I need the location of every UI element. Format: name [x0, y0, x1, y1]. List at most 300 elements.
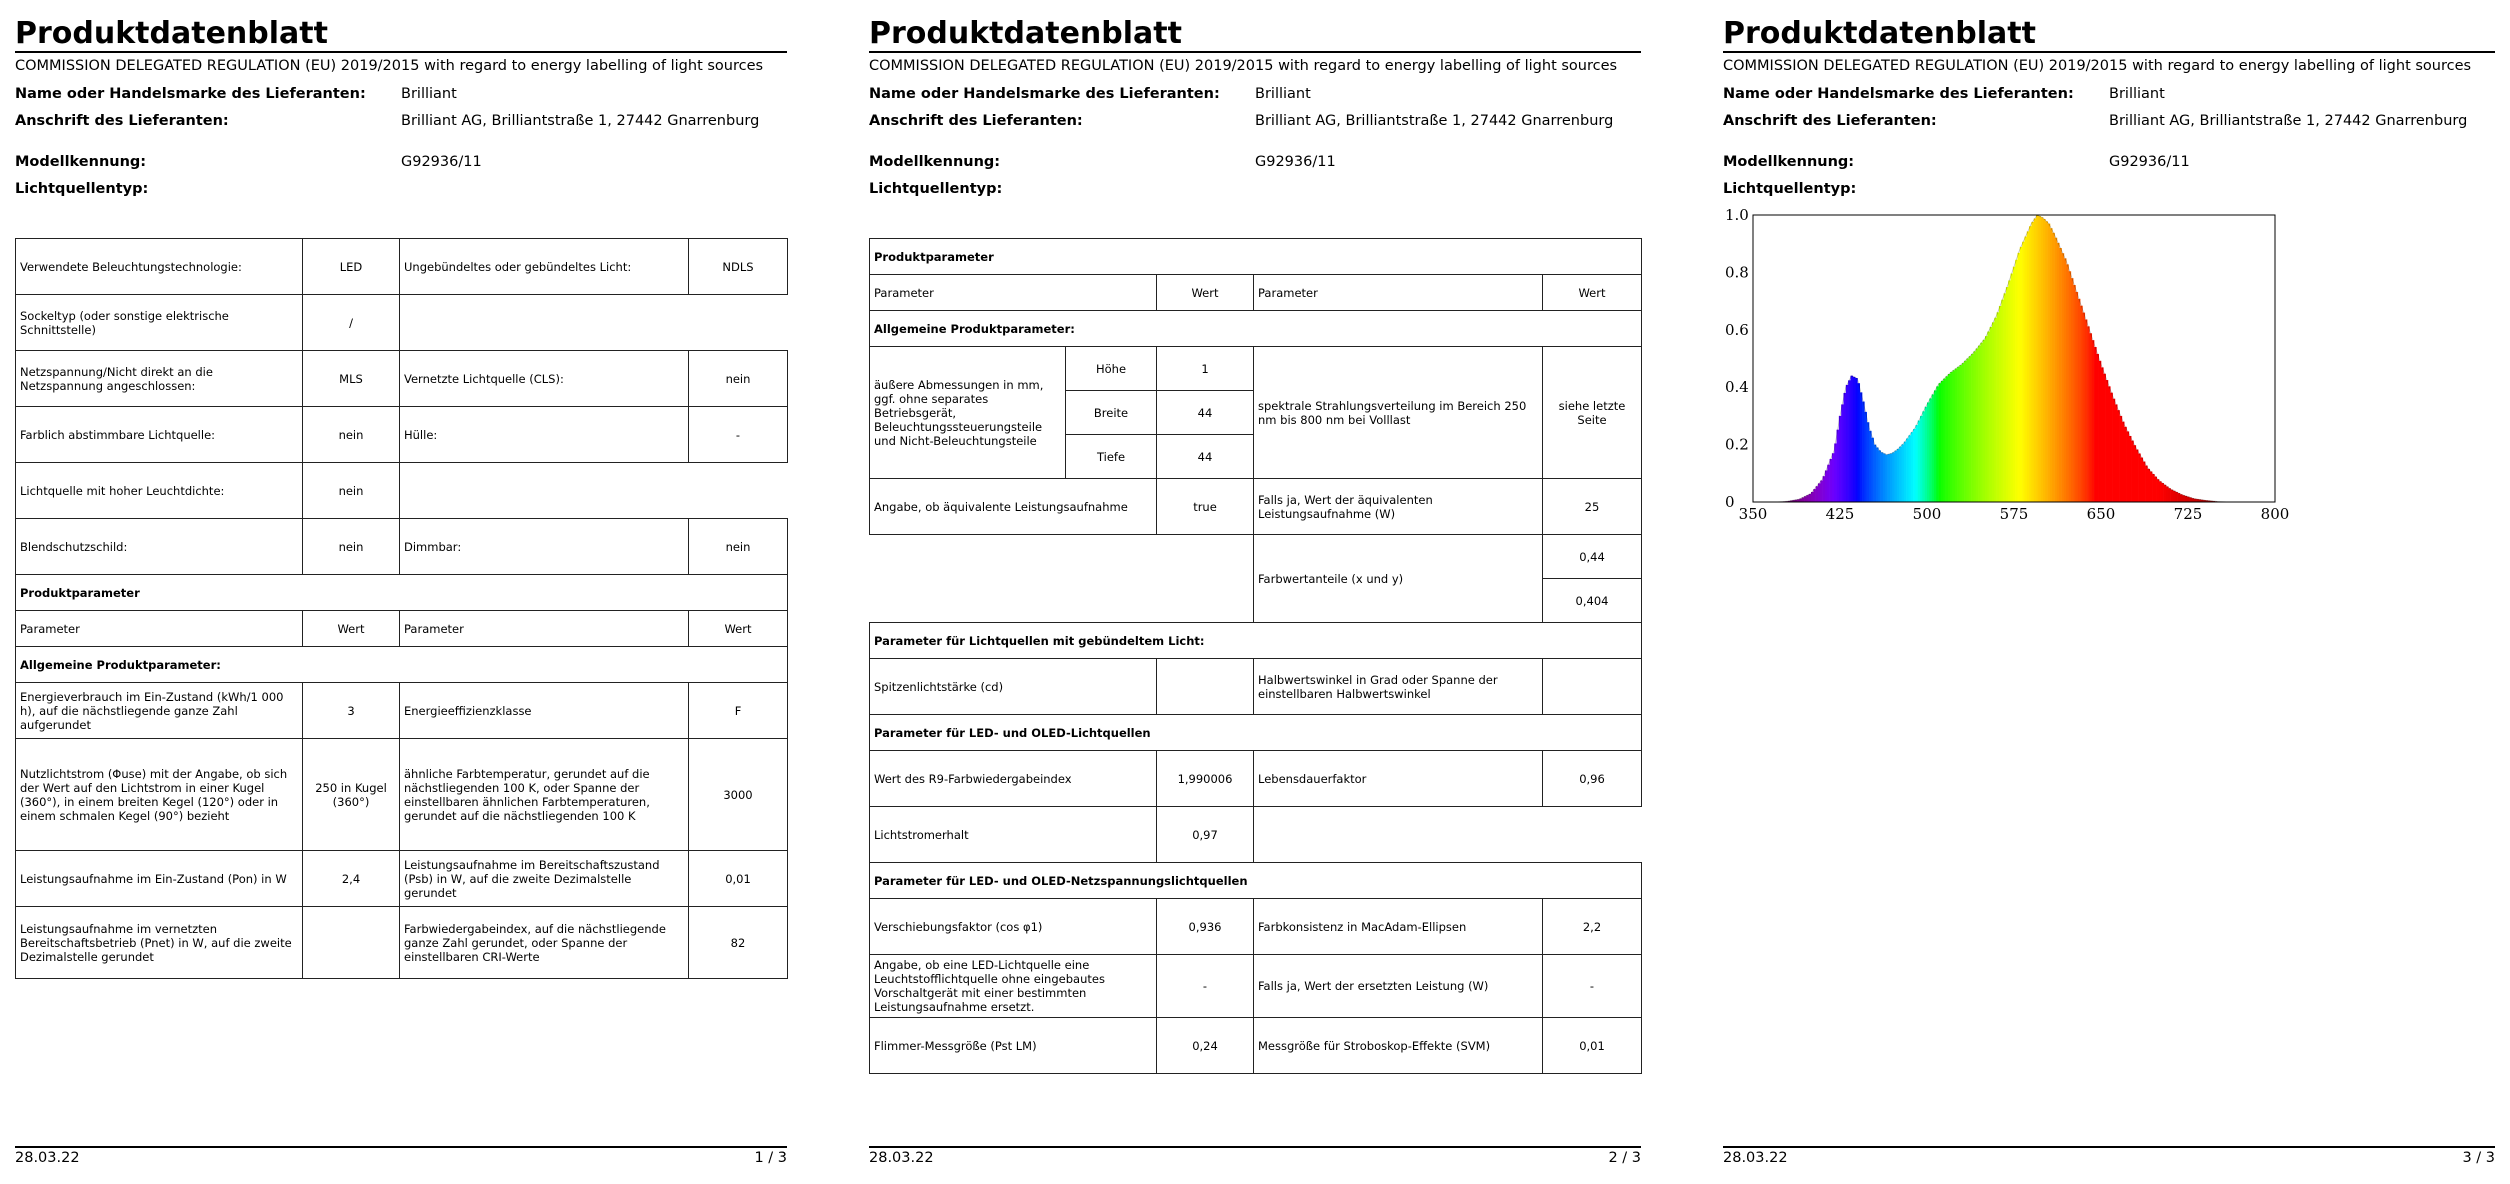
- spectrum-bar: [1855, 378, 1858, 502]
- spectrum-bar: [1911, 432, 1914, 502]
- spectrum-bar: [1973, 351, 1976, 502]
- cct-label: ähnliche Farbtemperatur, gerundet auf die nächstliegenden 100 K, oder Spanne der einstellbaren ähnlichen Farbtemperaturen, gerundet auf die nächstliegenden 100 K: [400, 739, 689, 851]
- spectrum-bar: [2152, 474, 2155, 502]
- footer-date: 28.03.22: [869, 1150, 934, 1166]
- spectrum-bar: [1997, 312, 2000, 502]
- table-row: [870, 659, 1642, 715]
- spectrum-bar: [1983, 340, 1986, 502]
- spectrum-bar: [2062, 253, 2065, 502]
- flux-value: 250 in Kugel (360°): [303, 739, 400, 851]
- spectrum-bar: [2031, 222, 2034, 502]
- section-general-params: Allgemeine Produktparameter:: [870, 311, 1642, 347]
- peak-intensity-label: Spitzenlichtstärke (cd): [870, 659, 1157, 715]
- lumen-maintenance-label: Lichtstromerhalt: [870, 807, 1157, 863]
- spectrum-bar: [1848, 380, 1851, 502]
- title-rule: [1723, 51, 2495, 53]
- spectrum-bar: [1899, 447, 1902, 502]
- table-row: [16, 295, 788, 351]
- footer-page-number: 2 / 3: [1608, 1150, 1641, 1166]
- section-directional: Parameter für Lichtquellen mit gebündeltem Licht:: [870, 623, 1642, 659]
- spectrum-bar: [1992, 322, 1995, 502]
- col-header-value: Wert: [1543, 275, 1642, 311]
- spectrum-bar: [2011, 274, 2014, 502]
- supplier-address-label: Anschrift des Lieferanten:: [1723, 113, 1937, 129]
- flux-label: Nutzlichtstrom (Φuse) mit der Angabe, ob sich der Wert auf den Lichtstrom in einer Kugel (360°), in einem breiten Kegel (120°) oder in einem schmalen Kegel (90°) bezieht: [16, 739, 303, 851]
- spectrum-bar: [2140, 458, 2143, 502]
- spectrum-bar: [1871, 438, 1874, 502]
- x-tick-label: 350: [1738, 505, 1768, 523]
- dimensions-label: äußere Abmessungen in mm, ggf. ohne separates Betriebsgerät, Beleuchtungssteuerungsteile und Nicht-Beleuchtungsteile: [870, 347, 1066, 479]
- spectrum-bar: [2038, 216, 2041, 502]
- section-product-params: Produktparameter: [16, 575, 788, 611]
- empty-cell: [870, 535, 1254, 623]
- height-label: Höhe: [1066, 347, 1157, 391]
- spectrum-bar: [2154, 477, 2157, 502]
- spectrum-bar: [2006, 287, 2009, 502]
- mains-label: Netzspannung/Nicht direkt an die Netzspannung angeschlossen:: [16, 351, 303, 407]
- spectrum-bar: [2071, 278, 2074, 502]
- y-tick-label: 0: [1725, 493, 1735, 511]
- spectrum-bar: [2022, 242, 2025, 502]
- spectrum-bar: [2161, 483, 2164, 502]
- supplier-name-value: Brilliant: [401, 86, 457, 102]
- envelope-label: Hülle:: [400, 407, 689, 463]
- depth-label: Tiefe: [1066, 435, 1157, 479]
- high-luminance-value: nein: [303, 463, 400, 519]
- tech-label: Verwendete Beleuchtungstechnologie:: [16, 239, 303, 295]
- supplier-name-label: Name oder Handelsmarke des Lieferanten:: [869, 86, 1220, 102]
- energy-class-label: Energieeffizienzklasse: [400, 683, 689, 739]
- spectrum-bar: [2055, 238, 2058, 502]
- spectrum-bar: [2013, 267, 2016, 502]
- spectrum-bar: [2036, 215, 2039, 502]
- table-row: [870, 715, 1642, 751]
- y-tick-label: 0.6: [1725, 320, 1749, 339]
- spectrum-bar: [1837, 430, 1840, 502]
- spectrum-bar: [2122, 422, 2125, 502]
- spectral-distribution-chart: [1723, 205, 2323, 535]
- spectrum-bar: [1904, 442, 1907, 502]
- replacement-label: Angabe, ob eine LED-Lichtquelle eine Leuchtstofflichtquelle ohne eingebautes Vorschaltgerät mit einer bestimmten Leistungsaufnahme ersetzt.: [870, 955, 1157, 1018]
- spectrum-bar: [1853, 377, 1856, 502]
- empty-cell: [400, 463, 788, 519]
- supplier-name-label: Name oder Handelsmarke des Lieferanten:: [15, 86, 366, 102]
- spectrum-bar: [2004, 293, 2007, 502]
- tunable-value: nein: [303, 407, 400, 463]
- spectrum-bar: [1818, 483, 1821, 502]
- spectrum-bar: [2094, 347, 2097, 502]
- spectrum-bar: [1906, 438, 1909, 502]
- spectrum-bar: [2059, 248, 2062, 502]
- spectrum-bar: [2024, 237, 2027, 502]
- spectrum-bar: [2120, 416, 2123, 502]
- spectrum-bar: [1976, 348, 1979, 502]
- table-row: [16, 239, 788, 295]
- spectrum-bar: [2171, 490, 2174, 502]
- spectrum-bar: [1823, 476, 1826, 502]
- glare-shield-label: Blendschutzschild:: [16, 519, 303, 575]
- model-value: G92936/11: [2109, 154, 2190, 170]
- spectrum-bar: [1932, 394, 1935, 502]
- spectrum-bar: [2020, 247, 2023, 502]
- spectrum-bar: [2034, 218, 2037, 502]
- x-tick-label: 500: [1912, 505, 1942, 523]
- spectrum-bar: [1860, 392, 1863, 502]
- replacement-value: -: [1157, 955, 1254, 1018]
- spectrum-bar: [2092, 340, 2095, 502]
- spectrum-bar: [2029, 226, 2032, 502]
- spectrum-bar: [1876, 447, 1879, 502]
- spectrum-bar: [1959, 365, 1962, 502]
- svm-label: Messgröße für Stroboskop-Effekte (SVM): [1254, 1018, 1543, 1074]
- spectrum-bar: [1948, 374, 1951, 502]
- spectrum-bar: [2138, 453, 2141, 502]
- beam-angle-label: Halbwertswinkel in Grad oder Spanne der einstellbaren Halbwertswinkel: [1254, 659, 1543, 715]
- equivalent-label: Angabe, ob äquivalente Leistungsaufnahme: [870, 479, 1157, 535]
- spectrum-bar: [2075, 292, 2078, 502]
- spectrum-bar: [1920, 416, 1923, 502]
- spectrum-bar: [1869, 431, 1872, 502]
- spectrum-bar: [1888, 454, 1891, 502]
- spectrum-bar: [1962, 363, 1965, 502]
- spectrum-bar: [2015, 260, 2018, 502]
- spectrum-bar: [1913, 429, 1916, 502]
- supplier-name-value: Brilliant: [1255, 86, 1311, 102]
- supplier-name-value: Brilliant: [2109, 86, 2165, 102]
- spectrum-bar: [1862, 402, 1865, 502]
- supplier-name-label: Name oder Handelsmarke des Lieferanten:: [1723, 86, 2074, 102]
- flicker-value: 0,24: [1157, 1018, 1254, 1074]
- table-row: [870, 899, 1642, 955]
- spectrum-bar: [2166, 487, 2169, 502]
- high-luminance-label: Lichtquelle mit hoher Leuchtdichte:: [16, 463, 303, 519]
- dimmable-label: Dimmbar:: [400, 519, 689, 575]
- spectrum-bar: [2131, 441, 2134, 502]
- table-row: [16, 683, 788, 739]
- spectrum-bar: [2050, 228, 2053, 502]
- spectrum-bar: [2073, 285, 2076, 502]
- chromaticity-x-value: 0,44: [1543, 535, 1642, 579]
- spectrum-bar: [2089, 333, 2092, 502]
- col-header-value: Wert: [303, 611, 400, 647]
- spectrum-bar: [2101, 367, 2104, 502]
- table-row: [16, 407, 788, 463]
- supplier-address-value: Brilliant AG, Brilliantstraße 1, 27442 Gnarrenburg: [401, 113, 760, 129]
- spectrum-bar: [1957, 367, 1960, 502]
- regulation-text: COMMISSION DELEGATED REGULATION (EU) 2019/2015 with regard to energy labelling of light sources: [15, 58, 764, 74]
- section-product-params: Produktparameter: [870, 239, 1642, 275]
- spectrum-bar: [1839, 416, 1842, 502]
- spectrum-bar: [2115, 404, 2118, 502]
- spectrum-bar: [1934, 390, 1937, 502]
- spectrum-bar: [2113, 399, 2116, 502]
- cap-value: /: [303, 295, 400, 351]
- spectrum-bar: [2085, 319, 2088, 502]
- macadam-label: Farbkonsistenz in MacAdam-Ellipsen: [1254, 899, 1543, 955]
- spectrum-bar: [1915, 425, 1918, 502]
- table-row: [870, 623, 1642, 659]
- mains-value: MLS: [303, 351, 400, 407]
- table-row: [870, 751, 1642, 807]
- model-label: Modellkennung:: [869, 154, 1001, 170]
- table-row: [870, 311, 1642, 347]
- spectrum-bar: [2157, 479, 2160, 502]
- replaced-power-value: -: [1543, 955, 1642, 1018]
- spectrum-bar: [1867, 422, 1870, 502]
- page-title: Produktdatenblatt: [15, 16, 328, 51]
- psb-value: 0,01: [689, 851, 788, 907]
- spectrum-bar: [2164, 485, 2167, 502]
- spectrum-bar: [1806, 495, 1809, 502]
- spectrum-bar: [1939, 383, 1942, 502]
- spectrum-bar: [1941, 381, 1944, 502]
- survival-label: Lebensdauerfaktor: [1254, 751, 1543, 807]
- width-label: Breite: [1066, 391, 1157, 435]
- cap-label: Sockeltyp (oder sonstige elektrische Schnittstelle): [16, 295, 303, 351]
- spectrum-bar: [2168, 488, 2171, 502]
- col-header-param: Parameter: [400, 611, 689, 647]
- table-row: [870, 863, 1642, 899]
- spectrum-bar: [1922, 411, 1925, 502]
- col-header-param: Parameter: [870, 275, 1157, 311]
- spectrum-bar: [2178, 493, 2181, 502]
- spectrum-bar: [1830, 459, 1833, 502]
- table-row: [16, 351, 788, 407]
- footer-rule: [1723, 1146, 2495, 1148]
- spectrum-bar: [1843, 393, 1846, 502]
- spectrum-bar: [2041, 217, 2044, 502]
- cosphi-label: Verschiebungsfaktor (cos φ1): [870, 899, 1157, 955]
- spectrum-bar: [2008, 280, 2011, 502]
- table-row: [870, 239, 1642, 275]
- pon-value: 2,4: [303, 851, 400, 907]
- x-tick-label: 425: [1825, 505, 1855, 523]
- spectrum-bar: [1804, 496, 1807, 502]
- spectrum-bar: [1994, 318, 1997, 502]
- spectrum-bar: [2182, 495, 2185, 502]
- col-header-param: Parameter: [1254, 275, 1543, 311]
- spectrum-bar: [2099, 361, 2102, 502]
- equivalent-power-label: Falls ja, Wert der äquivalenten Leistungsaufnahme (W): [1254, 479, 1543, 535]
- spectrum-bar: [1929, 398, 1932, 502]
- y-tick-label: 0.2: [1725, 435, 1749, 454]
- table-row: [16, 739, 788, 851]
- spectrum-bar: [1820, 480, 1823, 502]
- table-row: [870, 1018, 1642, 1074]
- focus-label: Ungebündeltes oder gebündeltes Licht:: [400, 239, 689, 295]
- spectrum-bar: [1881, 452, 1884, 502]
- model-label: Modellkennung:: [15, 154, 147, 170]
- energy-class-value: F: [689, 683, 788, 739]
- footer-date: 28.03.22: [1723, 1150, 1788, 1166]
- macadam-value: 2,2: [1543, 899, 1642, 955]
- empty-cell: [1254, 807, 1642, 863]
- table-row: [870, 955, 1642, 1018]
- spectrum-bar: [1999, 306, 2002, 502]
- spectrum-bar: [2080, 306, 2083, 502]
- spectrum-bar: [2043, 219, 2046, 502]
- r9-label: Wert des R9-Farbwiedergabeindex: [870, 751, 1157, 807]
- y-tick-label: 0.4: [1725, 378, 1749, 397]
- spectrum-bar: [2175, 492, 2178, 502]
- table-row: [16, 647, 788, 683]
- regulation-text: COMMISSION DELEGATED REGULATION (EU) 2019/2015 with regard to energy labelling of light sources: [1723, 58, 2472, 74]
- spectrum-bar: [1987, 332, 1990, 502]
- psb-label: Leistungsaufnahme im Bereitschaftszustand (Psb) in W, auf die zweite Dezimalstelle gerundet: [400, 851, 689, 907]
- spectrum-bar: [2145, 466, 2148, 502]
- model-label: Modellkennung:: [1723, 154, 1855, 170]
- spectrum-bar: [2187, 497, 2190, 502]
- x-tick-label: 725: [2173, 505, 2203, 523]
- x-tick-label: 575: [1999, 505, 2029, 523]
- spectrum-bar: [2150, 471, 2153, 502]
- spectrum-bar: [1897, 449, 1900, 502]
- y-tick-label: 1.0: [1725, 206, 1749, 224]
- spectrum-bar: [1985, 336, 1988, 502]
- envelope-value: -: [689, 407, 788, 463]
- energy-value: 3: [303, 683, 400, 739]
- x-tick-label: 800: [2260, 505, 2290, 523]
- light-source-type-label: Lichtquellentyp:: [1723, 181, 1857, 197]
- spectrum-bar: [1953, 370, 1956, 502]
- spectrum-bar: [1955, 369, 1958, 502]
- chromaticity-y-value: 0,404: [1543, 579, 1642, 623]
- spectrum-bar: [1901, 444, 1904, 502]
- spectrum-bar: [2143, 462, 2146, 502]
- spectrum-bar: [2066, 264, 2069, 502]
- spectrum-bar: [2136, 449, 2139, 502]
- depth-value: 44: [1157, 435, 1254, 479]
- spectrum-bar: [1834, 443, 1837, 502]
- table-row: [16, 611, 788, 647]
- page2-table: [869, 238, 1642, 1074]
- height-value: 1: [1157, 347, 1254, 391]
- spectrum-bar: [1950, 372, 1953, 502]
- spectrum-bar: [1927, 402, 1930, 502]
- spectrum-bar: [1841, 404, 1844, 502]
- chromaticity-label: Farbwertanteile (x und y): [1254, 535, 1543, 623]
- spectrum-bar: [1874, 445, 1877, 502]
- spectrum-bar: [1936, 386, 1939, 502]
- pnet-value: [303, 907, 400, 979]
- footer-rule: [15, 1146, 787, 1148]
- spectrum-bar: [2127, 431, 2130, 502]
- tunable-label: Farblich abstimmbare Lichtquelle:: [16, 407, 303, 463]
- beam-angle-value: [1543, 659, 1642, 715]
- table-row: [870, 479, 1642, 535]
- spectrum-bar: [2052, 233, 2055, 502]
- spectrum-bar: [1878, 450, 1881, 502]
- spectrum-bar: [2108, 386, 2111, 502]
- pon-label: Leistungsaufnahme im Ein-Zustand (Pon) in W: [16, 851, 303, 907]
- spectrum-bar: [2147, 469, 2150, 502]
- energy-label: Energieverbrauch im Ein-Zustand (kWh/1 000 h), auf die nächstliegende ganze Zahl aufgerundet: [16, 683, 303, 739]
- cri-value: 82: [689, 907, 788, 979]
- width-value: 44: [1157, 391, 1254, 435]
- supplier-address-value: Brilliant AG, Brilliantstraße 1, 27442 Gnarrenburg: [1255, 113, 1614, 129]
- spectrum-bar: [1850, 376, 1853, 502]
- spectrum-bar: [2103, 374, 2106, 502]
- spectral-label: spektrale Strahlungsverteilung im Bereich 250 nm bis 800 nm bei Volllast: [1254, 347, 1543, 479]
- supplier-address-label: Anschrift des Lieferanten:: [869, 113, 1083, 129]
- model-value: G92936/11: [401, 154, 482, 170]
- spectrum-bar: [1946, 376, 1949, 502]
- dimmable-value: nein: [689, 519, 788, 575]
- spectrum-bar: [1971, 354, 1974, 502]
- spectrum-bar: [1816, 486, 1819, 502]
- focus-value: NDLS: [689, 239, 788, 295]
- title-rule: [869, 51, 1641, 53]
- col-header-value: Wert: [1157, 275, 1254, 311]
- spectrum-bar: [1825, 470, 1828, 502]
- cls-value: nein: [689, 351, 788, 407]
- model-value: G92936/11: [1255, 154, 1336, 170]
- spectrum-bar: [2117, 410, 2120, 502]
- spectrum-bar: [2001, 300, 2004, 502]
- spectrum-bar: [2185, 496, 2188, 502]
- light-source-type-label: Lichtquellentyp:: [15, 181, 149, 197]
- footer-page-number: 3 / 3: [2462, 1150, 2495, 1166]
- spectrum-bar: [2096, 354, 2099, 502]
- light-source-type-label: Lichtquellentyp:: [869, 181, 1003, 197]
- footer-page-number: 1 / 3: [754, 1150, 787, 1166]
- section-general-params: Allgemeine Produktparameter:: [16, 647, 788, 683]
- flicker-label: Flimmer-Messgröße (Pst LM): [870, 1018, 1157, 1074]
- table-row: [870, 535, 1642, 579]
- spectrum-bar: [1980, 343, 1983, 502]
- spectrum-bar: [1832, 453, 1835, 502]
- spectrum-bar: [2069, 271, 2072, 502]
- spectrum-bar: [1966, 359, 1969, 503]
- table-row: [870, 807, 1642, 863]
- spectrum-bar: [1885, 455, 1888, 502]
- spectrum-bar: [1864, 412, 1867, 502]
- svm-value: 0,01: [1543, 1018, 1642, 1074]
- spectrum-bar: [2045, 221, 2048, 502]
- survival-value: 0,96: [1543, 751, 1642, 807]
- cls-label: Vernetzte Lichtquelle (CLS):: [400, 351, 689, 407]
- r9-value: 1,990006: [1157, 751, 1254, 807]
- table-row: [16, 519, 788, 575]
- pnet-label: Leistungsaufnahme im vernetzten Bereitschaftsbetrieb (Pnet) in W, auf die zweite Dezimalstelle gerundet: [16, 907, 303, 979]
- spectrum-bar: [2087, 326, 2090, 502]
- x-tick-label: 650: [2086, 505, 2116, 523]
- spectrum-bar: [1809, 494, 1812, 502]
- spectrum-bar: [1908, 435, 1911, 502]
- datasheet-page-1: [15, 0, 787, 1184]
- equivalent-power-value: 25: [1543, 479, 1642, 535]
- spectrum-bar: [1827, 465, 1830, 502]
- equivalent-value: true: [1157, 479, 1254, 535]
- y-tick-label: 0.8: [1725, 263, 1749, 282]
- tech-value: LED: [303, 239, 400, 295]
- spectrum-bar: [2106, 380, 2109, 502]
- spectrum-bar: [1918, 420, 1921, 502]
- col-header-param: Parameter: [16, 611, 303, 647]
- table-row: [16, 575, 788, 611]
- empty-cell: [400, 295, 788, 351]
- table-row: [16, 907, 788, 979]
- spectrum-bar: [2078, 299, 2081, 502]
- lumen-maintenance-value: 0,97: [1157, 807, 1254, 863]
- spectrum-bar: [1813, 489, 1816, 502]
- spectrum-bar: [1925, 407, 1928, 502]
- spectral-value: siehe letzte Seite: [1543, 347, 1642, 479]
- spectrum-bar: [2048, 224, 2051, 502]
- table-row: [870, 347, 1642, 391]
- footer-date: 28.03.22: [15, 1150, 80, 1166]
- datasheet-page-2: [869, 0, 1641, 1184]
